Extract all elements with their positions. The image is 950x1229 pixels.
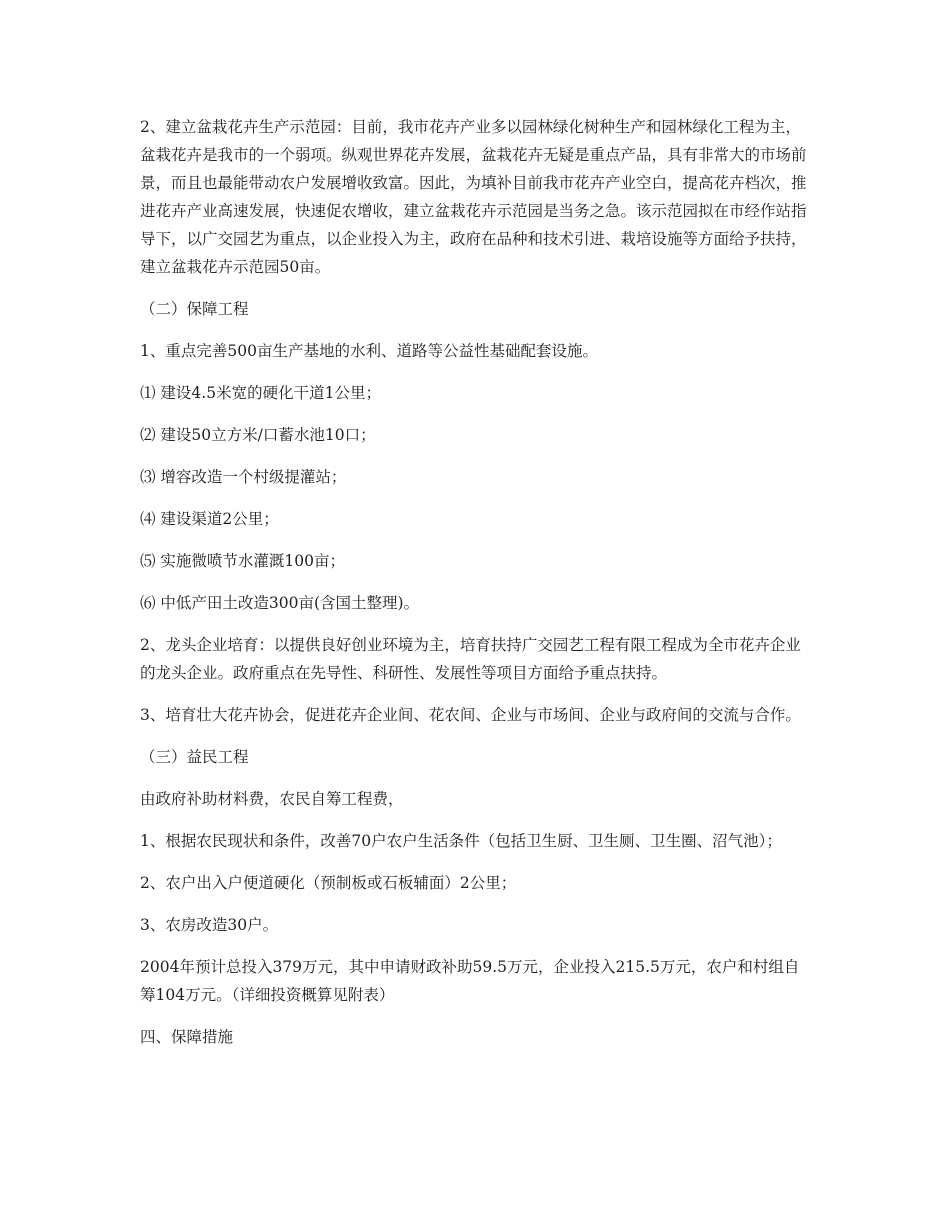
paragraph-infrastructure: 1、重点完善500亩生产基地的水利、道路等公益性基础配套设施。 [140, 342, 598, 360]
list-item-irrigation: ⑸ 实施微喷节水灌溉100亩； [140, 552, 346, 570]
paragraph-flower-association: 3、培育壮大花卉协会，促进花卉企业间、花农间、企业与市场间、企业与政府间的交流与合作。 [140, 706, 801, 724]
section-heading-safeguards: 四、保障措施 [140, 1028, 234, 1046]
paragraph-housing-renovation: 3、农房改造30户。 [140, 916, 279, 934]
section-heading-benefit-project: （三）益民工程 [140, 748, 249, 766]
list-item-farmland: ⑹ 中低产田土改造300亩(含国土整理)。 [140, 594, 420, 612]
paragraph-potted-flower-park: 2、建立盆栽花卉生产示范园：目前，我市花卉产业多以园林绿化树种生产和园林绿化工程为主，盆栽花卉是我市的一个弱项。纵观世界花卉发展，盆栽花卉无疑是重点产品，具有非常大的市场前景，而且也最能带动农户发展增收致富。因此，为填补目前我市花卉产业空白，提高花卉档次，推进花卉产业高速发展，快速促农增收，建立盆栽花卉示范园是当务之急。该示范园拟在市经作站指导下，以广交园艺为重点，以企业投入为主，政府在品种和技术引进、栽培设施等方面给予扶持，建立盆栽花卉示范园50亩。 [140, 118, 807, 276]
paragraph-leading-enterprise: 2、龙头企业培育：以提供良好创业环境为主，培育扶持广交园艺工程有限工程成为全市花卉企业的龙头企业。政府重点在先导性、科研性、发展性等项目方面给予重点扶持。 [140, 636, 801, 682]
paragraph-living-conditions: 1、根据农民现状和条件，改善70户农户生活条件（包括卫生厨、卫生厕、卫生圈、沼气池）； [140, 832, 782, 850]
document-page [140, 113, 810, 1065]
paragraph-investment-summary: 2004年预计总投入379万元，其中申请财政补助59.5万元，企业投入215.5万元，农户和村组自筹104万元。（详细投资概算见附表） [140, 958, 800, 1004]
paragraph-funding-note: 由政府补助材料费，农民自筹工程费， [140, 790, 404, 808]
list-item-pump-station: ⑶ 增容改造一个村级提灌站； [140, 468, 347, 486]
section-heading-guarantee-project: （二）保障工程 [140, 300, 249, 318]
list-item-canal: ⑷ 建设渠道2公里； [140, 510, 279, 528]
paragraph-access-roads: 2、农户出入户便道硬化（预制板或石板辅面）2公里； [140, 874, 517, 892]
list-item-reservoir: ⑵ 建设50立方米/口蓄水池10口； [140, 426, 376, 444]
list-item-road: ⑴ 建设4.5米宽的硬化干道1公里； [140, 384, 381, 402]
